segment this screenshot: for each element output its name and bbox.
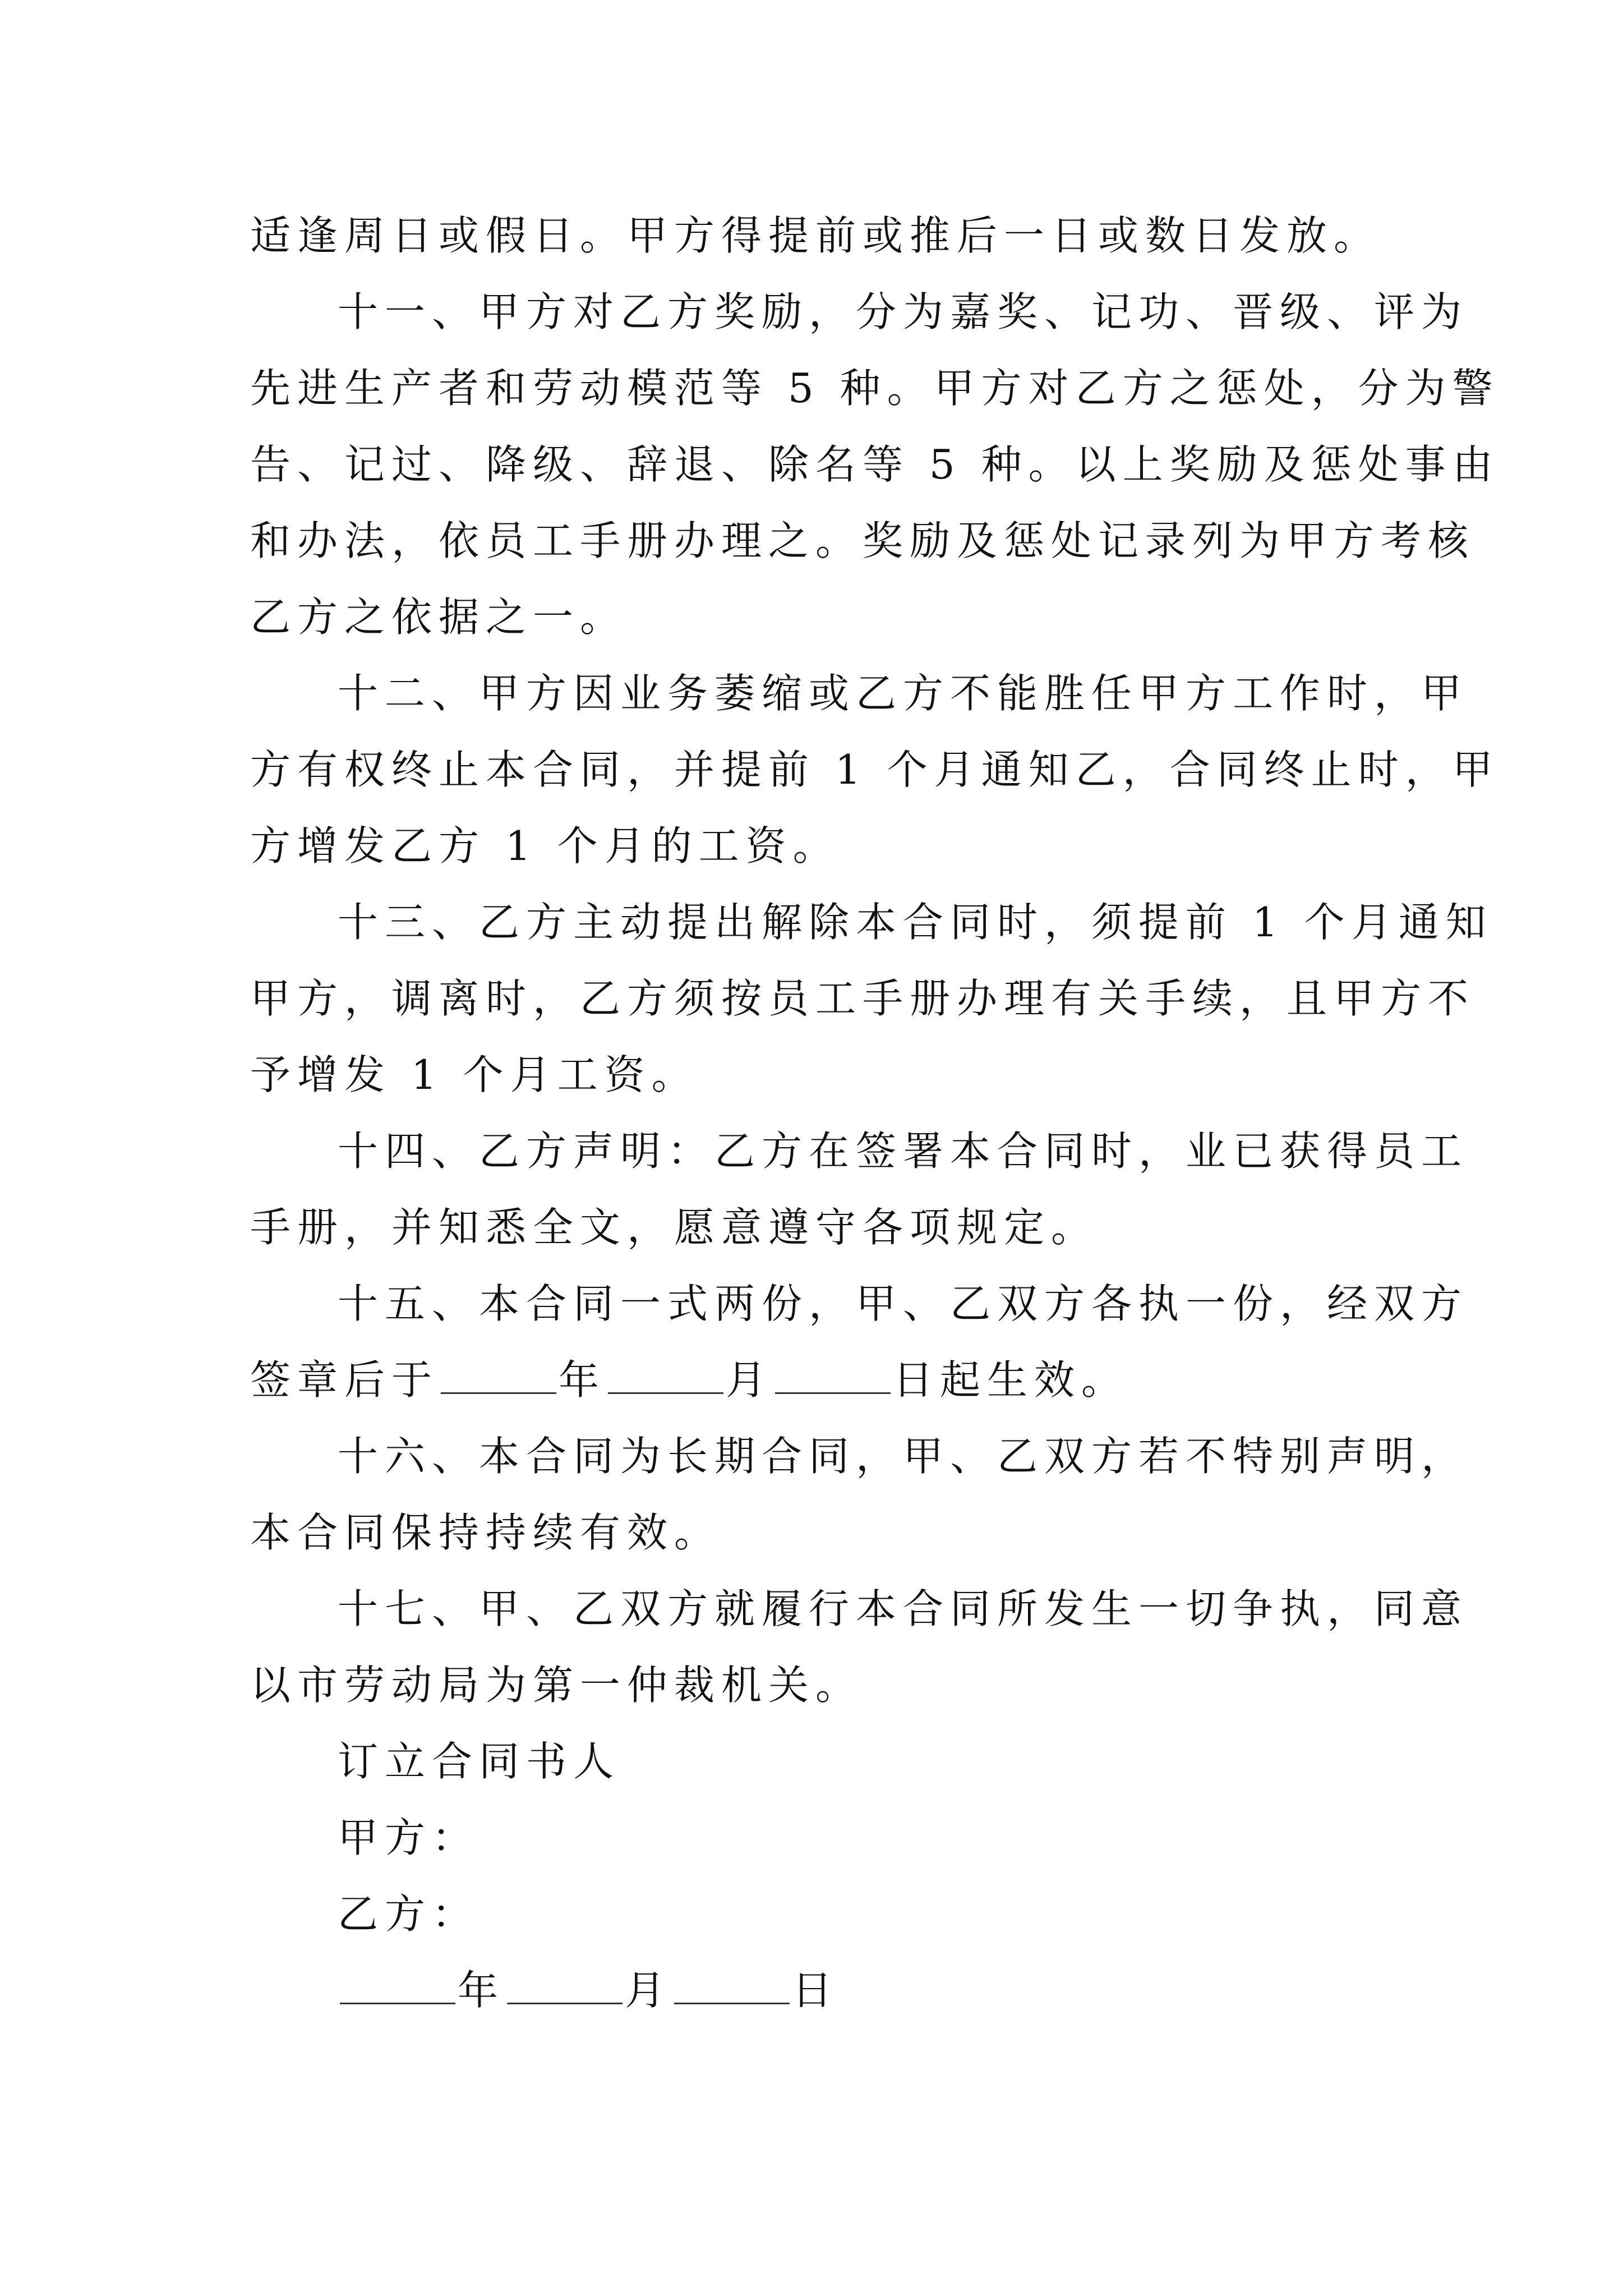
signature-day-label: 日: [792, 1967, 840, 2014]
clause-11-line: 告、记过、降级、辞退、除名等 5 种。以上奖励及惩处事由: [250, 441, 1500, 488]
clause-12-line: 方有权终止本合同，并提前 1 个月通知乙，合同终止时，甲: [250, 746, 1500, 793]
clause-15-line: 十五、本合同一式两份，甲、乙双方各执一份，经双方: [338, 1280, 1469, 1327]
clause-16-line: 十六、本合同为长期合同，甲、乙双方若不特别声明，: [338, 1433, 1469, 1480]
contract-body: [250, 197, 1500, 2028]
clause-13: [250, 884, 1493, 1113]
clause-12-line: 方增发乙方 1 个月的工资。: [250, 822, 840, 869]
clause-11-line: 和办法，依员工手册办理之。奖励及惩处记录列为甲方考核: [250, 517, 1476, 564]
party-a-label: 甲方：: [338, 1814, 479, 1861]
signature-year-label: 年: [458, 1967, 505, 2014]
clause-15: [250, 1266, 1469, 1418]
year-label: 年: [559, 1356, 606, 1404]
clause-17-line: 以市劳动局为第一仲裁机关。: [250, 1662, 863, 1709]
clause-11-line: 先进生产者和劳动模范等 5 种。甲方对乙方之惩处，分为警: [250, 365, 1500, 412]
signature-month-label: 月: [625, 1967, 672, 2014]
signature-year-blank: [340, 1958, 455, 2004]
year-blank: [441, 1347, 556, 1394]
clause-16-line: 本合同保持持续有效。: [250, 1509, 722, 1556]
signature-month-blank: [507, 1958, 623, 2004]
signature-block: [250, 1723, 1394, 2028]
clause-16: [250, 1418, 1469, 1571]
clause-11: [250, 274, 1500, 655]
signature-heading: 订立合同书人: [338, 1738, 621, 1785]
clause-13-line: 予增发 1 个月工资。: [250, 1051, 699, 1098]
clause-13-line: 十三、乙方主动提出解除本合同时，须提前 1 个月通知: [338, 899, 1493, 946]
clause-13-line: 甲方，调离时，乙方须按员工手册办理有关手续，且甲方不: [250, 975, 1476, 1022]
effective-date-prefix: 签章后于: [250, 1356, 439, 1404]
signature-day-blank: [674, 1958, 790, 2004]
day-blank: [775, 1347, 891, 1394]
paragraph-continuation: 适逢周日或假日。甲方得提前或推后一日或数日发放。: [250, 212, 1381, 259]
effective-date-suffix: 日起生效。: [893, 1356, 1129, 1404]
signature-date-line: [250, 1952, 1394, 2028]
clause-12-line: 十二、甲方因业务萎缩或乙方不能胜任甲方工作时，甲: [338, 670, 1469, 717]
clause-14: [250, 1113, 1469, 1266]
month-label: 月: [726, 1356, 773, 1404]
clause-11-line: 乙方之依据之一。: [250, 593, 628, 641]
clause-17: [250, 1571, 1469, 1723]
clause-11-line: 十一、甲方对乙方奖励，分为嘉奖、记功、晋级、评为: [338, 288, 1469, 335]
clause-17-line: 十七、甲、乙双方就履行本合同所发生一切争执，同意: [338, 1585, 1469, 1632]
clause-12: [250, 655, 1500, 884]
clause-14-line: 十四、乙方声明：乙方在签署本合同时，业已获得员工: [338, 1128, 1469, 1175]
month-blank: [608, 1347, 723, 1394]
clause-14-line: 手册，并知悉全文，愿意遵守各项规定。: [250, 1204, 1099, 1251]
clause-15-effective-date-line: [250, 1342, 1394, 1418]
party-b-label: 乙方：: [338, 1890, 479, 1938]
